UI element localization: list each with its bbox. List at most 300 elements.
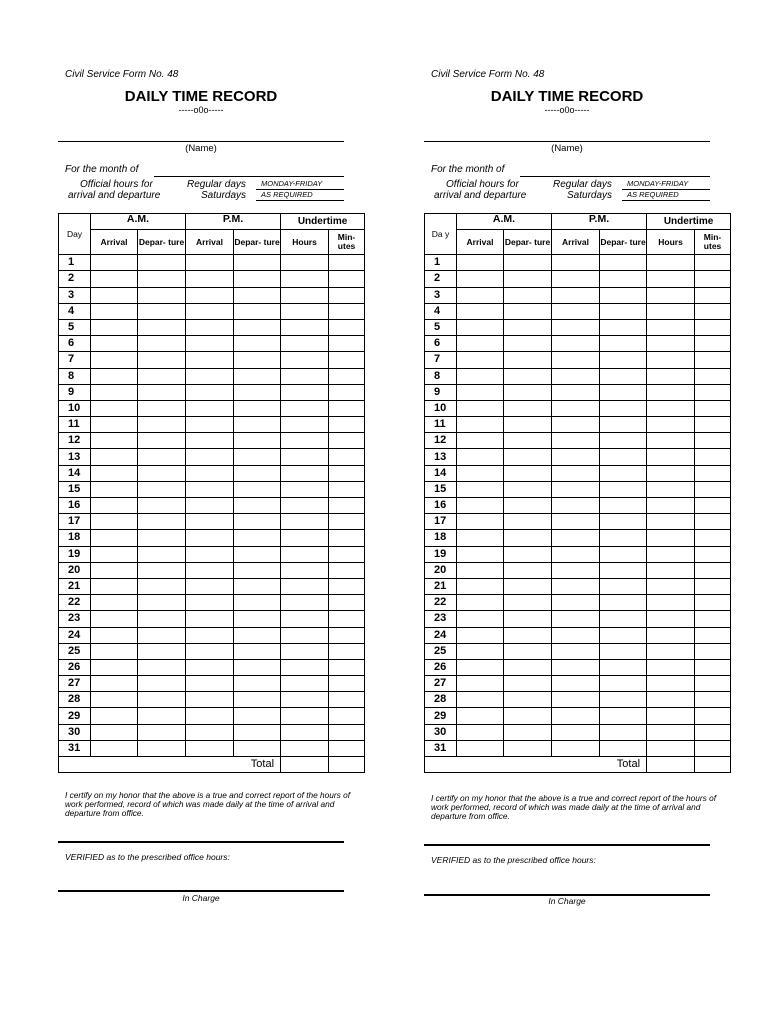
- pm-arrival-cell[interactable]: [552, 368, 600, 384]
- undertime-minutes-cell[interactable]: [695, 465, 731, 481]
- am-departure-cell[interactable]: [138, 384, 186, 400]
- am-departure-cell[interactable]: [138, 659, 186, 675]
- am-arrival-cell[interactable]: [91, 319, 138, 335]
- am-arrival-cell[interactable]: [91, 481, 138, 497]
- undertime-hours-cell[interactable]: [281, 303, 329, 319]
- undertime-minutes-cell[interactable]: [695, 287, 731, 303]
- am-arrival-cell[interactable]: [457, 530, 504, 546]
- undertime-minutes-cell[interactable]: [695, 627, 731, 643]
- am-departure-cell[interactable]: [138, 400, 186, 416]
- undertime-hours-cell[interactable]: [281, 692, 329, 708]
- pm-arrival-cell[interactable]: [186, 562, 234, 578]
- undertime-hours-cell[interactable]: [647, 643, 695, 659]
- am-departure-cell[interactable]: [504, 514, 552, 530]
- pm-arrival-cell[interactable]: [552, 724, 600, 740]
- undertime-minutes-cell[interactable]: [329, 417, 365, 433]
- undertime-minutes-cell[interactable]: [329, 449, 365, 465]
- am-arrival-cell[interactable]: [457, 546, 504, 562]
- am-departure-cell[interactable]: [138, 724, 186, 740]
- pm-arrival-cell[interactable]: [186, 481, 234, 497]
- pm-departure-cell[interactable]: [600, 255, 647, 271]
- pm-departure-cell[interactable]: [600, 643, 647, 659]
- pm-departure-cell[interactable]: [234, 708, 281, 724]
- undertime-hours-cell[interactable]: [647, 676, 695, 692]
- undertime-hours-cell[interactable]: [647, 546, 695, 562]
- undertime-hours-cell[interactable]: [281, 319, 329, 335]
- undertime-hours-cell[interactable]: [647, 692, 695, 708]
- pm-arrival-cell[interactable]: [186, 384, 234, 400]
- undertime-minutes-cell[interactable]: [329, 562, 365, 578]
- pm-departure-cell[interactable]: [234, 417, 281, 433]
- pm-arrival-cell[interactable]: [186, 627, 234, 643]
- am-departure-cell[interactable]: [504, 724, 552, 740]
- pm-departure-cell[interactable]: [600, 433, 647, 449]
- am-departure-cell[interactable]: [504, 384, 552, 400]
- undertime-hours-cell[interactable]: [281, 627, 329, 643]
- pm-arrival-cell[interactable]: [186, 498, 234, 514]
- pm-arrival-cell[interactable]: [552, 627, 600, 643]
- pm-arrival-cell[interactable]: [186, 271, 234, 287]
- pm-departure-cell[interactable]: [234, 643, 281, 659]
- name-line[interactable]: [58, 141, 344, 142]
- am-arrival-cell[interactable]: [91, 368, 138, 384]
- am-departure-cell[interactable]: [138, 352, 186, 368]
- am-departure-cell[interactable]: [504, 578, 552, 594]
- pm-arrival-cell[interactable]: [186, 708, 234, 724]
- undertime-hours-cell[interactable]: [647, 303, 695, 319]
- am-arrival-cell[interactable]: [457, 643, 504, 659]
- am-departure-cell[interactable]: [138, 546, 186, 562]
- am-arrival-cell[interactable]: [91, 724, 138, 740]
- pm-arrival-cell[interactable]: [186, 352, 234, 368]
- am-arrival-cell[interactable]: [457, 417, 504, 433]
- am-departure-cell[interactable]: [138, 319, 186, 335]
- pm-arrival-cell[interactable]: [552, 659, 600, 675]
- pm-arrival-cell[interactable]: [186, 724, 234, 740]
- am-departure-cell[interactable]: [504, 595, 552, 611]
- undertime-hours-cell[interactable]: [281, 352, 329, 368]
- am-arrival-cell[interactable]: [457, 708, 504, 724]
- pm-arrival-cell[interactable]: [186, 287, 234, 303]
- undertime-minutes-cell[interactable]: [329, 740, 365, 756]
- am-departure-cell[interactable]: [504, 643, 552, 659]
- am-departure-cell[interactable]: [138, 514, 186, 530]
- am-departure-cell[interactable]: [504, 465, 552, 481]
- am-arrival-cell[interactable]: [91, 465, 138, 481]
- pm-arrival-cell[interactable]: [552, 465, 600, 481]
- am-arrival-cell[interactable]: [457, 692, 504, 708]
- undertime-minutes-cell[interactable]: [695, 498, 731, 514]
- undertime-hours-cell[interactable]: [281, 595, 329, 611]
- am-departure-cell[interactable]: [138, 530, 186, 546]
- undertime-hours-cell[interactable]: [647, 659, 695, 675]
- pm-arrival-cell[interactable]: [552, 562, 600, 578]
- undertime-minutes-cell[interactable]: [695, 255, 731, 271]
- undertime-minutes-cell[interactable]: [695, 303, 731, 319]
- pm-departure-cell[interactable]: [234, 611, 281, 627]
- pm-departure-cell[interactable]: [234, 287, 281, 303]
- pm-arrival-cell[interactable]: [552, 676, 600, 692]
- pm-arrival-cell[interactable]: [552, 319, 600, 335]
- pm-arrival-cell[interactable]: [186, 595, 234, 611]
- am-departure-cell[interactable]: [138, 643, 186, 659]
- am-departure-cell[interactable]: [138, 433, 186, 449]
- am-departure-cell[interactable]: [504, 417, 552, 433]
- undertime-hours-cell[interactable]: [281, 659, 329, 675]
- pm-departure-cell[interactable]: [600, 481, 647, 497]
- am-arrival-cell[interactable]: [457, 255, 504, 271]
- undertime-minutes-cell[interactable]: [329, 692, 365, 708]
- pm-departure-cell[interactable]: [234, 400, 281, 416]
- undertime-minutes-cell[interactable]: [329, 271, 365, 287]
- undertime-minutes-cell[interactable]: [329, 384, 365, 400]
- pm-departure-cell[interactable]: [234, 465, 281, 481]
- pm-arrival-cell[interactable]: [186, 255, 234, 271]
- pm-arrival-cell[interactable]: [552, 433, 600, 449]
- pm-departure-cell[interactable]: [600, 352, 647, 368]
- am-departure-cell[interactable]: [138, 336, 186, 352]
- undertime-minutes-cell[interactable]: [329, 659, 365, 675]
- am-departure-cell[interactable]: [138, 498, 186, 514]
- undertime-hours-cell[interactable]: [647, 433, 695, 449]
- undertime-minutes-cell[interactable]: [329, 578, 365, 594]
- pm-departure-cell[interactable]: [600, 498, 647, 514]
- undertime-minutes-cell[interactable]: [695, 449, 731, 465]
- undertime-minutes-cell[interactable]: [329, 336, 365, 352]
- am-departure-cell[interactable]: [138, 708, 186, 724]
- undertime-minutes-cell[interactable]: [695, 514, 731, 530]
- pm-arrival-cell[interactable]: [552, 400, 600, 416]
- undertime-hours-cell[interactable]: [647, 352, 695, 368]
- pm-departure-cell[interactable]: [234, 384, 281, 400]
- am-arrival-cell[interactable]: [457, 481, 504, 497]
- undertime-minutes-cell[interactable]: [329, 611, 365, 627]
- pm-departure-cell[interactable]: [600, 417, 647, 433]
- undertime-hours-cell[interactable]: [647, 400, 695, 416]
- am-departure-cell[interactable]: [504, 627, 552, 643]
- undertime-hours-cell[interactable]: [647, 498, 695, 514]
- pm-arrival-cell[interactable]: [186, 417, 234, 433]
- undertime-minutes-cell[interactable]: [329, 627, 365, 643]
- am-arrival-cell[interactable]: [457, 287, 504, 303]
- undertime-hours-cell[interactable]: [647, 481, 695, 497]
- undertime-hours-cell[interactable]: [281, 255, 329, 271]
- pm-departure-cell[interactable]: [600, 578, 647, 594]
- undertime-minutes-cell[interactable]: [695, 740, 731, 756]
- pm-departure-cell[interactable]: [600, 465, 647, 481]
- signature-line[interactable]: [424, 844, 710, 846]
- undertime-minutes-cell[interactable]: [695, 417, 731, 433]
- am-arrival-cell[interactable]: [91, 659, 138, 675]
- pm-departure-cell[interactable]: [234, 368, 281, 384]
- pm-arrival-cell[interactable]: [552, 595, 600, 611]
- undertime-hours-cell[interactable]: [281, 676, 329, 692]
- pm-arrival-cell[interactable]: [186, 546, 234, 562]
- undertime-minutes-cell[interactable]: [695, 562, 731, 578]
- am-departure-cell[interactable]: [138, 465, 186, 481]
- am-arrival-cell[interactable]: [91, 400, 138, 416]
- undertime-hours-cell[interactable]: [647, 465, 695, 481]
- am-departure-cell[interactable]: [138, 595, 186, 611]
- undertime-minutes-cell[interactable]: [695, 433, 731, 449]
- am-arrival-cell[interactable]: [457, 433, 504, 449]
- am-arrival-cell[interactable]: [457, 336, 504, 352]
- pm-arrival-cell[interactable]: [552, 303, 600, 319]
- undertime-hours-cell[interactable]: [281, 449, 329, 465]
- am-departure-cell[interactable]: [138, 562, 186, 578]
- undertime-minutes-cell[interactable]: [329, 498, 365, 514]
- undertime-hours-cell[interactable]: [647, 319, 695, 335]
- am-arrival-cell[interactable]: [457, 578, 504, 594]
- undertime-hours-cell[interactable]: [281, 481, 329, 497]
- pm-departure-cell[interactable]: [234, 481, 281, 497]
- am-arrival-cell[interactable]: [457, 676, 504, 692]
- pm-departure-cell[interactable]: [234, 449, 281, 465]
- pm-departure-cell[interactable]: [600, 384, 647, 400]
- am-departure-cell[interactable]: [504, 498, 552, 514]
- am-arrival-cell[interactable]: [457, 498, 504, 514]
- pm-departure-cell[interactable]: [600, 676, 647, 692]
- undertime-hours-cell[interactable]: [281, 433, 329, 449]
- pm-departure-cell[interactable]: [234, 578, 281, 594]
- am-arrival-cell[interactable]: [457, 659, 504, 675]
- pm-departure-cell[interactable]: [234, 692, 281, 708]
- undertime-minutes-cell[interactable]: [695, 676, 731, 692]
- undertime-hours-cell[interactable]: [281, 530, 329, 546]
- am-departure-cell[interactable]: [504, 319, 552, 335]
- pm-arrival-cell[interactable]: [552, 417, 600, 433]
- am-departure-cell[interactable]: [138, 255, 186, 271]
- am-departure-cell[interactable]: [138, 627, 186, 643]
- name-line[interactable]: [424, 141, 710, 142]
- pm-arrival-cell[interactable]: [186, 449, 234, 465]
- undertime-minutes-cell[interactable]: [329, 352, 365, 368]
- undertime-minutes-cell[interactable]: [695, 724, 731, 740]
- am-arrival-cell[interactable]: [91, 578, 138, 594]
- pm-arrival-cell[interactable]: [186, 676, 234, 692]
- am-arrival-cell[interactable]: [457, 740, 504, 756]
- undertime-hours-cell[interactable]: [647, 417, 695, 433]
- undertime-hours-cell[interactable]: [281, 578, 329, 594]
- am-departure-cell[interactable]: [504, 611, 552, 627]
- pm-departure-cell[interactable]: [234, 319, 281, 335]
- pm-departure-cell[interactable]: [234, 352, 281, 368]
- am-departure-cell[interactable]: [504, 562, 552, 578]
- am-departure-cell[interactable]: [504, 352, 552, 368]
- am-arrival-cell[interactable]: [457, 449, 504, 465]
- am-departure-cell[interactable]: [138, 692, 186, 708]
- am-departure-cell[interactable]: [138, 287, 186, 303]
- undertime-hours-cell[interactable]: [647, 384, 695, 400]
- pm-arrival-cell[interactable]: [186, 433, 234, 449]
- am-departure-cell[interactable]: [138, 481, 186, 497]
- am-arrival-cell[interactable]: [457, 368, 504, 384]
- undertime-minutes-cell[interactable]: [695, 659, 731, 675]
- undertime-minutes-cell[interactable]: [695, 336, 731, 352]
- pm-arrival-cell[interactable]: [552, 740, 600, 756]
- pm-departure-cell[interactable]: [234, 336, 281, 352]
- pm-departure-cell[interactable]: [600, 595, 647, 611]
- pm-departure-cell[interactable]: [600, 740, 647, 756]
- am-departure-cell[interactable]: [138, 740, 186, 756]
- am-departure-cell[interactable]: [504, 692, 552, 708]
- am-arrival-cell[interactable]: [91, 336, 138, 352]
- am-arrival-cell[interactable]: [457, 400, 504, 416]
- pm-arrival-cell[interactable]: [186, 578, 234, 594]
- undertime-hours-cell[interactable]: [647, 255, 695, 271]
- undertime-minutes-cell[interactable]: [695, 692, 731, 708]
- pm-departure-cell[interactable]: [234, 546, 281, 562]
- pm-arrival-cell[interactable]: [552, 578, 600, 594]
- am-departure-cell[interactable]: [504, 481, 552, 497]
- undertime-hours-cell[interactable]: [647, 271, 695, 287]
- pm-departure-cell[interactable]: [600, 692, 647, 708]
- undertime-hours-cell[interactable]: [281, 465, 329, 481]
- undertime-hours-cell[interactable]: [281, 336, 329, 352]
- undertime-minutes-cell[interactable]: [329, 465, 365, 481]
- am-departure-cell[interactable]: [138, 271, 186, 287]
- undertime-minutes-cell[interactable]: [329, 400, 365, 416]
- am-arrival-cell[interactable]: [457, 271, 504, 287]
- am-arrival-cell[interactable]: [91, 352, 138, 368]
- pm-departure-cell[interactable]: [600, 368, 647, 384]
- pm-departure-cell[interactable]: [234, 659, 281, 675]
- am-departure-cell[interactable]: [138, 611, 186, 627]
- undertime-hours-cell[interactable]: [281, 514, 329, 530]
- am-departure-cell[interactable]: [504, 368, 552, 384]
- undertime-hours-cell[interactable]: [281, 611, 329, 627]
- am-arrival-cell[interactable]: [457, 465, 504, 481]
- undertime-minutes-cell[interactable]: [329, 530, 365, 546]
- pm-departure-cell[interactable]: [600, 546, 647, 562]
- pm-departure-cell[interactable]: [600, 530, 647, 546]
- am-arrival-cell[interactable]: [91, 740, 138, 756]
- am-arrival-cell[interactable]: [457, 611, 504, 627]
- pm-departure-cell[interactable]: [234, 627, 281, 643]
- am-departure-cell[interactable]: [138, 417, 186, 433]
- am-arrival-cell[interactable]: [91, 562, 138, 578]
- pm-departure-cell[interactable]: [234, 433, 281, 449]
- month-line[interactable]: [154, 176, 344, 177]
- pm-departure-cell[interactable]: [234, 530, 281, 546]
- pm-arrival-cell[interactable]: [186, 611, 234, 627]
- pm-arrival-cell[interactable]: [552, 352, 600, 368]
- am-arrival-cell[interactable]: [457, 595, 504, 611]
- pm-arrival-cell[interactable]: [186, 659, 234, 675]
- undertime-hours-cell[interactable]: [647, 287, 695, 303]
- am-arrival-cell[interactable]: [91, 271, 138, 287]
- am-departure-cell[interactable]: [504, 400, 552, 416]
- am-departure-cell[interactable]: [138, 303, 186, 319]
- pm-departure-cell[interactable]: [234, 255, 281, 271]
- pm-departure-cell[interactable]: [234, 303, 281, 319]
- pm-arrival-cell[interactable]: [186, 530, 234, 546]
- pm-arrival-cell[interactable]: [552, 287, 600, 303]
- undertime-minutes-cell[interactable]: [329, 514, 365, 530]
- pm-arrival-cell[interactable]: [186, 465, 234, 481]
- undertime-hours-cell[interactable]: [281, 271, 329, 287]
- pm-departure-cell[interactable]: [234, 724, 281, 740]
- am-arrival-cell[interactable]: [91, 595, 138, 611]
- am-arrival-cell[interactable]: [91, 255, 138, 271]
- undertime-minutes-cell[interactable]: [329, 595, 365, 611]
- am-departure-cell[interactable]: [504, 530, 552, 546]
- undertime-hours-cell[interactable]: [647, 627, 695, 643]
- pm-arrival-cell[interactable]: [186, 643, 234, 659]
- pm-departure-cell[interactable]: [600, 562, 647, 578]
- total-hours-cell[interactable]: [647, 757, 695, 773]
- pm-arrival-cell[interactable]: [186, 303, 234, 319]
- undertime-minutes-cell[interactable]: [695, 481, 731, 497]
- am-arrival-cell[interactable]: [91, 303, 138, 319]
- am-arrival-cell[interactable]: [457, 319, 504, 335]
- in-charge-line[interactable]: [58, 890, 344, 892]
- undertime-minutes-cell[interactable]: [695, 611, 731, 627]
- pm-departure-cell[interactable]: [234, 595, 281, 611]
- pm-departure-cell[interactable]: [600, 514, 647, 530]
- am-departure-cell[interactable]: [138, 449, 186, 465]
- undertime-hours-cell[interactable]: [647, 514, 695, 530]
- am-arrival-cell[interactable]: [457, 562, 504, 578]
- undertime-hours-cell[interactable]: [281, 417, 329, 433]
- pm-arrival-cell[interactable]: [552, 481, 600, 497]
- am-arrival-cell[interactable]: [91, 627, 138, 643]
- pm-departure-cell[interactable]: [234, 498, 281, 514]
- am-departure-cell[interactable]: [138, 578, 186, 594]
- undertime-minutes-cell[interactable]: [329, 546, 365, 562]
- undertime-hours-cell[interactable]: [281, 384, 329, 400]
- pm-arrival-cell[interactable]: [552, 530, 600, 546]
- total-minutes-cell[interactable]: [695, 757, 731, 773]
- am-arrival-cell[interactable]: [91, 449, 138, 465]
- pm-arrival-cell[interactable]: [186, 514, 234, 530]
- pm-arrival-cell[interactable]: [186, 319, 234, 335]
- am-departure-cell[interactable]: [504, 433, 552, 449]
- am-departure-cell[interactable]: [504, 659, 552, 675]
- am-arrival-cell[interactable]: [91, 530, 138, 546]
- pm-departure-cell[interactable]: [600, 708, 647, 724]
- am-arrival-cell[interactable]: [91, 287, 138, 303]
- undertime-hours-cell[interactable]: [647, 708, 695, 724]
- am-departure-cell[interactable]: [504, 303, 552, 319]
- undertime-minutes-cell[interactable]: [695, 578, 731, 594]
- undertime-minutes-cell[interactable]: [695, 530, 731, 546]
- undertime-hours-cell[interactable]: [647, 724, 695, 740]
- pm-arrival-cell[interactable]: [552, 384, 600, 400]
- undertime-hours-cell[interactable]: [281, 400, 329, 416]
- undertime-hours-cell[interactable]: [281, 643, 329, 659]
- am-arrival-cell[interactable]: [457, 352, 504, 368]
- pm-arrival-cell[interactable]: [186, 692, 234, 708]
- pm-departure-cell[interactable]: [600, 303, 647, 319]
- am-arrival-cell[interactable]: [91, 384, 138, 400]
- undertime-hours-cell[interactable]: [647, 368, 695, 384]
- undertime-minutes-cell[interactable]: [695, 708, 731, 724]
- pm-departure-cell[interactable]: [234, 562, 281, 578]
- undertime-hours-cell[interactable]: [647, 449, 695, 465]
- pm-departure-cell[interactable]: [600, 627, 647, 643]
- undertime-minutes-cell[interactable]: [329, 676, 365, 692]
- total-hours-cell[interactable]: [281, 757, 329, 773]
- pm-arrival-cell[interactable]: [552, 271, 600, 287]
- pm-arrival-cell[interactable]: [186, 368, 234, 384]
- undertime-hours-cell[interactable]: [647, 611, 695, 627]
- undertime-minutes-cell[interactable]: [695, 643, 731, 659]
- pm-departure-cell[interactable]: [234, 676, 281, 692]
- am-arrival-cell[interactable]: [91, 708, 138, 724]
- undertime-minutes-cell[interactable]: [695, 319, 731, 335]
- pm-arrival-cell[interactable]: [186, 336, 234, 352]
